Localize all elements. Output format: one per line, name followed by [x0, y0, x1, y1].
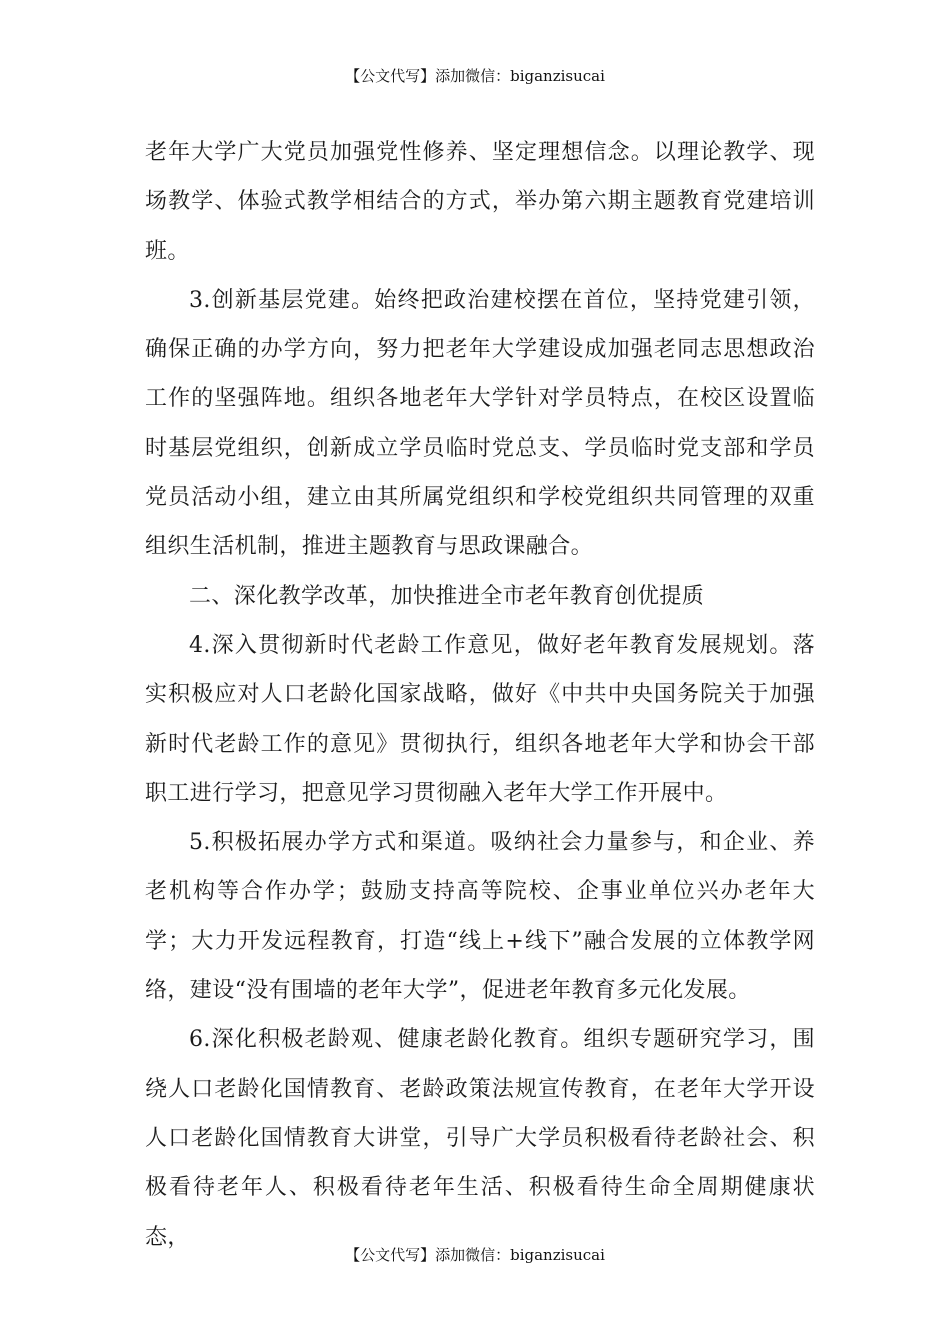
paragraph-item-5: 5.积极拓展办学方式和渠道。吸纳社会力量参与，和企业、养老机构等合作办学；鼓励支持高等院校、企事业单位兴办老年大学；大力开发远程教育，打造“线上+线下”融合发展的立体教学网络，建设“没有围墙的老年大学”，促进老年教育多元化发展。: [145, 830, 815, 1004]
paragraph-item-3: 3.创新基层党建。始终把政治建校摆在首位，坚持党建引领，确保正确的办学方向，努力把老年大学建设成加强老同志思想政治工作的坚强阵地。组织各地老年大学针对学员特点，在校区设置临时基层党组织，创新成立学员临时党总支、学员临时党支部和学员党员活动小组，建立由其所属党组织和学校党组织共同管理的双重组织生活机制，推进主题教育与思政课融合。: [145, 287, 815, 560]
paragraph-item-6: 6.深化积极老龄观、健康老龄化教育。组织专题研究学习，围绕人口老龄化国情教育、老龄政策法规宣传教育，在老年大学开设人口老龄化国情教育大讲堂，引导广大学员积极看待老龄社会、积极看待老年人、积极看待老年生活、积极看待生命全周期健康状态，: [145, 1027, 815, 1250]
document-body: [145, 128, 815, 1262]
page-footer: 【公文代写】添加微信：biganzisucai: [345, 1246, 605, 1264]
paragraph-item-4: 4.深入贯彻新时代老龄工作意见，做好老年教育发展规划。落实积极应对人口老龄化国家战略，做好《中共中央国务院关于加强新时代老龄工作的意见》贯彻执行，组织各地老年大学和协会干部职工进行学习，把意见学习贯彻融入老年大学工作开展中。: [145, 632, 815, 806]
paragraph-continuation: 老年大学广大党员加强党性修养、坚定理想信念。以理论教学、现场教学、体验式教学相结合的方式，举办第六期主题教育党建培训班。: [145, 140, 815, 264]
page-header: 【公文代写】添加微信：biganzisucai: [345, 67, 605, 85]
section-heading-2: 二、深化教学改革，加快推进全市老年教育创优提质: [189, 583, 705, 609]
